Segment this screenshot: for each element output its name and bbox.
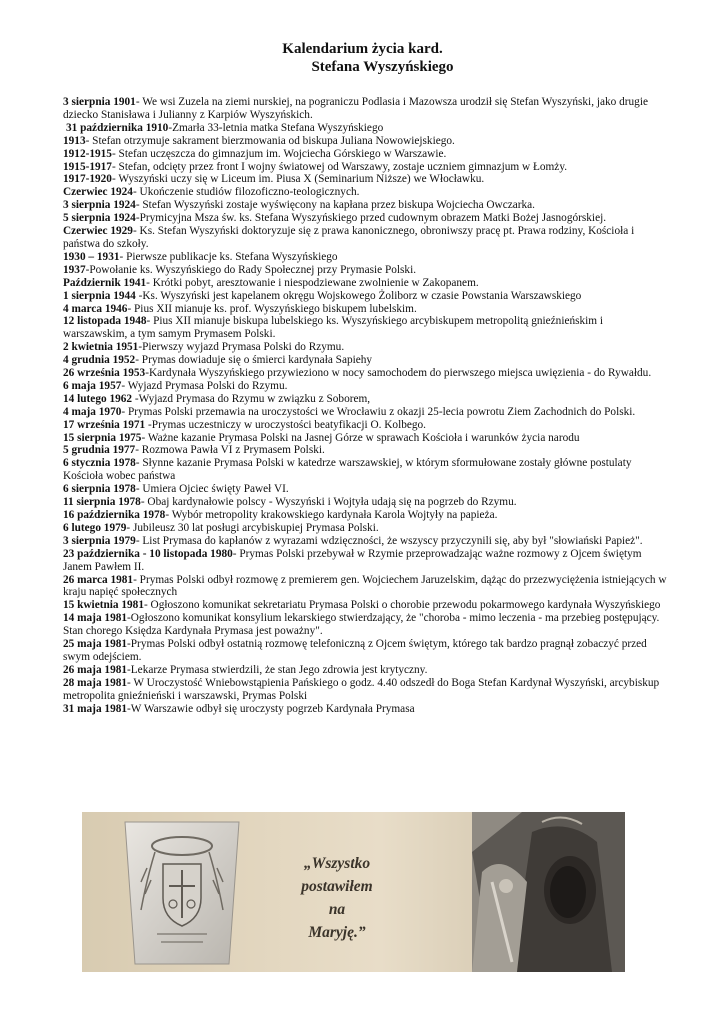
entry-text: -Prymicyjna Msza św. ks. Stefana Wyszyńskiego przed cudownym obrazem Matki Bożej Jasnogórskiej. bbox=[135, 212, 607, 225]
timeline-entry bbox=[63, 251, 668, 264]
timeline-entry bbox=[63, 148, 668, 161]
madonna-icon bbox=[472, 812, 625, 972]
entry-date: 1930 – 1931 bbox=[63, 250, 120, 263]
quote-line: Maryję.” bbox=[308, 924, 366, 941]
entry-text: - Umiera Ojciec święty Paweł VI. bbox=[135, 483, 289, 496]
document-title-line-2: Stefana Wyszyńskiego bbox=[311, 59, 454, 75]
entry-text: - Ukończenie studiów filozoficzno-teologicznych. bbox=[132, 186, 360, 199]
timeline-entry bbox=[63, 419, 668, 432]
entry-date: 3 sierpnia 1979 bbox=[63, 534, 136, 547]
quote-line: na bbox=[328, 901, 346, 918]
entry-text: - Jubileusz 30 lat posługi arcybiskupiej Prymasa Polski. bbox=[126, 521, 379, 534]
timeline-entry bbox=[63, 548, 668, 574]
entry-date: 1915-1917 bbox=[63, 160, 112, 173]
entry-text: - Pius XII mianuje ks. prof. Wyszyńskiego biskupem lubelskim. bbox=[127, 302, 417, 315]
timeline-entry bbox=[63, 354, 668, 367]
entry-date: 16 października 1978 bbox=[63, 509, 166, 521]
entry-text: -Powołanie ks. Wyszyńskiego do Rady Społecznej przy Prymasie Polski. bbox=[85, 263, 417, 276]
timeline-entry bbox=[63, 483, 668, 496]
timeline-entry bbox=[63, 677, 668, 703]
entry-text: -Ks. Wyszyński jest kapelanem okręgu Wojskowego Żoliborz w czasie Powstania Warszawskiego bbox=[135, 289, 582, 302]
timeline-entry bbox=[63, 290, 668, 303]
entry-text: -Wyjazd Prymasa do Rzymu w związku z Soborem, bbox=[132, 392, 371, 405]
entry-date: 5 sierpnia 1924 bbox=[63, 212, 136, 225]
quote-line: „Wszystko bbox=[303, 855, 371, 872]
entry-date: 6 stycznia 1978 bbox=[63, 457, 136, 470]
entry-text: - Obaj kardynałowie polscy - Wyszyński i Wojtyła udają się na pogrzeb do Rzymu. bbox=[140, 496, 517, 509]
entry-date: 12 listopada 1948 bbox=[63, 315, 147, 328]
entry-text: - Pius XII mianuje biskupa lubelskiego ks. Wyszyńskiego arcybiskupem metropolitą gnieźnieńskim i warszawskim, a tym samym Prymasem Polski. bbox=[63, 315, 604, 341]
entry-text: - Stefan Wyszyński zostaje wyświęcony na kapłana przez biskupa Wojciecha Owczarka. bbox=[135, 199, 536, 212]
entry-date: 26 września 1953 bbox=[63, 367, 146, 380]
timeline-entry bbox=[63, 173, 668, 186]
entry-text: - List Prymasa do kapłanów z wyrazami wdzięczności, że wszyscy przyczynili się, aby był "słowiański Papież". bbox=[135, 534, 643, 547]
timeline-entry bbox=[63, 135, 668, 148]
entry-date: 15 kwietnia 1981 bbox=[63, 599, 144, 612]
entry-text: - Rozmowa Pawła VI z Prymasem Polski. bbox=[135, 444, 325, 457]
entry-date: Czerwiec 1924 bbox=[63, 186, 133, 199]
entry-text: - Prymas Polski przebywał w Rzymie przeprowadzając ważne rozmowy z Ojcem świętym Janem Pawłem II. bbox=[63, 547, 642, 573]
timeline-entry bbox=[63, 444, 668, 457]
timeline-entry bbox=[63, 457, 668, 483]
timeline-entry bbox=[63, 599, 668, 612]
entry-text: - Prymas Polski odbył rozmowę z premierem gen. Wojciechem Jaruzelskim, dążąc do przezwyciężenia istniejących w kraju napięć społecznych bbox=[63, 573, 667, 599]
entry-date: 4 maja 1970 bbox=[63, 405, 122, 418]
timeline-entry bbox=[63, 432, 668, 445]
entry-date: 4 grudnia 1952 bbox=[63, 354, 136, 367]
entry-text: -Pierwszy wyjazd Prymasa Polski do Rzymu. bbox=[138, 341, 345, 354]
entry-date: 17 września 1971 bbox=[63, 418, 146, 431]
entry-text: - Prymas Polski przemawia na uroczystości we Wrocławiu z okazji 25-lecia powrotu Ziem Zachodnich do Polski. bbox=[121, 405, 636, 418]
entry-date: 6 maja 1957 bbox=[63, 379, 122, 392]
entry-date: 5 grudnia 1977 bbox=[63, 444, 136, 457]
timeline-entry bbox=[63, 186, 668, 199]
entry-text: -W Warszawie odbył się uroczysty pogrzeb Kardynała Prymasa bbox=[127, 702, 415, 715]
timeline-entry bbox=[63, 341, 668, 354]
timeline-list bbox=[63, 96, 668, 716]
entry-date: 3 sierpnia 1924 bbox=[63, 199, 136, 212]
timeline-entry bbox=[63, 122, 668, 135]
entry-text: - Ks. Stefan Wyszyński doktoryzuje się z prawa kanonicznego, obroniwszy pracę pt. Prawa rodziny, Kościoła i państwa do szkoły. bbox=[63, 225, 635, 250]
entry-text: - Wyjazd Prymasa Polski do Rzymu. bbox=[121, 379, 288, 392]
entry-date: 28 maja 1981 bbox=[63, 676, 128, 689]
entry-date: 31 maja 1981 bbox=[63, 702, 128, 715]
entry-date: 1917-1920 bbox=[63, 173, 112, 186]
entry-date: 26 maja 1981 bbox=[63, 663, 128, 676]
entry-text: - We wsi Zuzela na ziemi nurskiej, na pograniczu Podlasia i Mazowsza urodził się Stefan Wyszyński, jako drugie dziecko Stanisława i Julianny z Karpiów Wyszyńskich. bbox=[63, 96, 648, 121]
quote-line: postawiłem bbox=[301, 878, 373, 895]
timeline-entry bbox=[63, 664, 668, 677]
entry-text: -Prymas Polski odbył ostatnią rozmowę telefoniczną z Ojcem świętym, którego tak bardzo pragnął zobaczyć przed swym odejściem. bbox=[63, 638, 647, 663]
timeline-entry bbox=[63, 535, 668, 548]
timeline-entry bbox=[63, 574, 668, 600]
entry-date: 1913 bbox=[63, 134, 86, 147]
entry-date: 1912-1915 bbox=[63, 147, 112, 160]
entry-text: - Krótki pobyt, aresztowanie i niespodziewane zwolnienie w Zakopanem. bbox=[146, 276, 479, 289]
entry-text: - Stefan, odcięty przez front I wojny światowej od Warszawy, zostaje uczniem gimnazjum w Łomży. bbox=[111, 160, 568, 173]
banner-image bbox=[82, 812, 625, 972]
document-title-line-1: Kalendarium życia kard. bbox=[282, 41, 443, 57]
timeline-entry bbox=[63, 161, 668, 174]
timeline-entry bbox=[63, 277, 668, 290]
timeline-entry bbox=[63, 315, 668, 341]
timeline-entry bbox=[63, 367, 668, 380]
timeline-entry bbox=[63, 509, 668, 522]
timeline-entry bbox=[63, 96, 668, 122]
timeline-entry bbox=[63, 303, 668, 316]
entry-date: 23 października - 10 listopada 1980 bbox=[63, 547, 233, 560]
entry-text: -Prymas uczestniczy w uroczystości beatyfikacji O. Kolbego. bbox=[145, 418, 426, 431]
entry-text: -Kardynała Wyszyńskiego przywieziono w nocy samochodem do pierwszego miejsca uwięzienia - do Rywałdu. bbox=[145, 367, 652, 380]
coat-of-arms-icon bbox=[117, 818, 247, 968]
entry-text: - Pierwsze publikacje ks. Stefana Wyszyńskiego bbox=[119, 250, 338, 263]
timeline-entry bbox=[63, 496, 668, 509]
entry-text: - Wyszyński uczy się w Liceum im. Piusa X (Seminarium Niższe) we Włocławku. bbox=[111, 173, 485, 186]
timeline-entry bbox=[63, 264, 668, 277]
banner-quote bbox=[282, 852, 392, 944]
timeline-entry bbox=[63, 212, 668, 225]
entry-date: 4 marca 1946 bbox=[63, 302, 128, 315]
entry-text: -Lekarze Prymasa stwierdzili, że stan Jego zdrowia jest krytyczny. bbox=[127, 663, 428, 676]
entry-date: 1 sierpnia 1944 bbox=[63, 289, 136, 302]
entry-date: 14 maja 1981 bbox=[63, 612, 128, 625]
entry-date: Październik 1941 bbox=[63, 276, 147, 289]
entry-date: Czerwiec 1929 bbox=[63, 225, 133, 238]
entry-date: 6 lutego 1979 bbox=[63, 521, 127, 534]
entry-text: - Słynne kazanie Prymasa Polski w katedrze warszawskiej, w którym sformułowane zostały główne postulaty Kościoła wobec państwa bbox=[63, 457, 632, 483]
entry-date: 2 kwietnia 1951 bbox=[63, 341, 139, 354]
entry-text: - Ogłoszono komunikat sekretariatu Prymasa Polski o chorobie przewodu pokarmowego kardynała Wyszyńskiego bbox=[143, 599, 661, 612]
timeline-entry bbox=[63, 380, 668, 393]
entry-text: - Ważne kazanie Prymasa Polski na Jasnej Górze w sprawach Kościoła i warunków życia narodu bbox=[141, 431, 580, 444]
entry-date: 31 października 1910 bbox=[66, 121, 169, 134]
entry-text: - Prymas dowiaduje się o śmierci kardynała Sapiehy bbox=[135, 354, 373, 367]
timeline-entry bbox=[63, 612, 668, 638]
timeline-entry bbox=[63, 703, 668, 716]
entry-text: - Stefan otrzymuje sakrament bierzmowania od biskupa Juliana Nowowiejskiego. bbox=[85, 134, 455, 147]
entry-date: 14 lutego 1962 bbox=[63, 392, 133, 405]
entry-date: 3 sierpnia 1901 bbox=[63, 96, 136, 108]
timeline-entry bbox=[63, 393, 668, 406]
entry-date: 6 sierpnia 1978 bbox=[63, 483, 136, 496]
entry-date: 11 sierpnia 1978 bbox=[63, 496, 141, 509]
entry-date: 26 marca 1981 bbox=[63, 573, 134, 586]
entry-date: 15 sierpnia 1975 bbox=[63, 431, 142, 444]
entry-text: - Wybór metropolity krakowskiego kardynała Karola Wojtyły na papieża. bbox=[165, 509, 498, 521]
entry-text: - W Uroczystość Wniebowstąpienia Pańskiego o godz. 4.40 odszedł do Boga Stefan Kardynał Wyszyński, arcybiskup metropolita gnieźnieński i warszawski, Prymas Polski bbox=[63, 676, 660, 702]
entry-text: -Ogłoszono komunikat konsylium lekarskiego stwierdzający, że "choroba - mimo leczenia - ma przebieg postępujący. Stan chorego Księdza Kardynała Prymasa jest poważny". bbox=[63, 612, 660, 638]
timeline-entry bbox=[63, 225, 668, 251]
entry-date: 1937 bbox=[63, 263, 86, 276]
timeline-entry bbox=[63, 522, 668, 535]
timeline-entry bbox=[63, 199, 668, 212]
timeline-entry bbox=[63, 406, 668, 419]
timeline-entry bbox=[63, 638, 668, 664]
entry-text: -Zmarła 33-letnia matka Stefana Wyszyńskiego bbox=[168, 121, 384, 134]
entry-text: - Stefan uczęszcza do gimnazjum im. Wojciecha Górskiego w Warszawie. bbox=[111, 147, 447, 160]
entry-date: 25 maja 1981 bbox=[63, 638, 128, 651]
